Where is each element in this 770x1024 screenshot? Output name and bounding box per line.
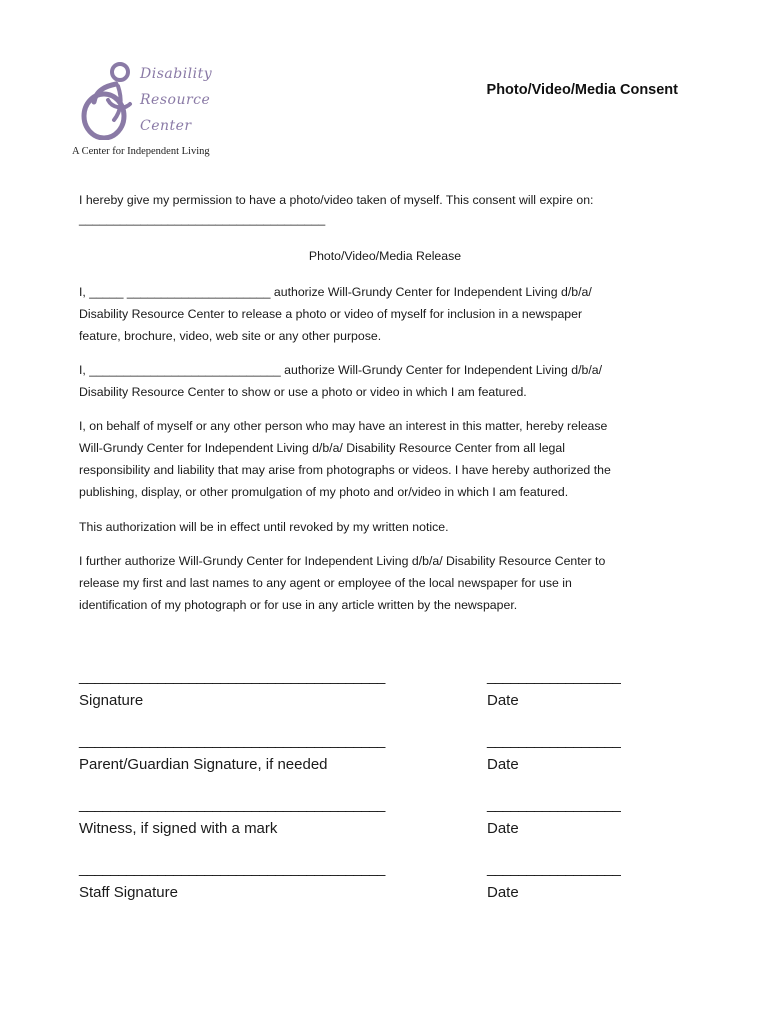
para5-line2: release my first and last names to any agent or employee of the local newspaper for use in xyxy=(79,576,572,590)
witness-date-line[interactable]: _________________ xyxy=(487,796,621,813)
staff-date-label: Date xyxy=(487,884,519,901)
release-paragraph-1 xyxy=(79,281,694,347)
para5-line3: identification of my photograph or for use in any article written by the newspaper. xyxy=(79,598,518,612)
para1-line3: feature, brochure, video, web site or any other purpose. xyxy=(79,329,382,343)
signature-label: Signature xyxy=(79,692,144,709)
release-paragraph-4: This authorization will be in effect until revoked by my written notice. xyxy=(79,520,449,534)
release-paragraph-5 xyxy=(79,550,694,616)
expire-date-field[interactable]: ____________________________________ xyxy=(79,212,326,226)
guardian-signature-line[interactable]: _______________________________________ xyxy=(79,732,385,749)
para3-line4: publishing, display, or other promulgation of my photo and or/video in which I am featured. xyxy=(79,485,569,499)
para2-line1: I, ____________________________ authorize Will-Grundy Center for Independent Living d/b/a/ xyxy=(79,363,603,377)
witness-signature-line[interactable]: _______________________________________ xyxy=(79,796,385,813)
logo-text-line2: Resource xyxy=(140,92,211,108)
para3-line1: I, on behalf of myself or any other person who may have an interest in this matter, hereby release xyxy=(79,419,608,433)
para3-line2: Will-Grundy Center for Independent Living d/b/a/ Disability Resource Center from all legal xyxy=(79,441,565,455)
staff-date-line[interactable]: _________________ xyxy=(487,860,621,877)
wheelchair-person-icon xyxy=(78,60,138,140)
para1-line2: Disability Resource Center to release a photo or video of myself for inclusion in a newspaper xyxy=(79,307,583,321)
signature-date-line[interactable]: _________________ xyxy=(487,668,621,685)
permission-statement: I hereby give my permission to have a photo/video taken of myself. This consent will expire on: xyxy=(79,193,594,207)
para2-line2: Disability Resource Center to show or use a photo or video in which I am featured. xyxy=(79,385,527,399)
para1-line1: I, _____ _____________________ authorize Will-Grundy Center for Independent Living d/b/a/ xyxy=(79,285,592,299)
signature-line[interactable]: _______________________________________ xyxy=(79,668,385,685)
para3-line3: responsibility and liability that may arise from photographs or videos. I have hereby authorized the xyxy=(79,463,611,477)
organization-logo xyxy=(70,60,230,162)
release-heading: Photo/Video/Media Release xyxy=(308,249,462,263)
logo-text-line1: Disability xyxy=(140,66,213,82)
guardian-date-label: Date xyxy=(487,756,519,773)
signature-date-label: Date xyxy=(487,692,519,709)
guardian-date-line[interactable]: _________________ xyxy=(487,732,621,749)
witness-signature-label: Witness, if signed with a mark xyxy=(79,820,278,837)
release-paragraph-2 xyxy=(79,359,694,403)
logo-text-line3: Center xyxy=(140,118,192,134)
witness-date-label: Date xyxy=(487,820,519,837)
guardian-signature-label: Parent/Guardian Signature, if needed xyxy=(79,756,328,773)
para5-line1: I further authorize Will-Grundy Center for Independent Living d/b/a/ Disability Resource Center to xyxy=(79,554,606,568)
document-title: Photo/Video/Media Consent xyxy=(486,82,678,98)
staff-signature-line[interactable]: _______________________________________ xyxy=(79,860,385,877)
staff-signature-label: Staff Signature xyxy=(79,884,178,901)
release-paragraph-3 xyxy=(79,415,694,503)
logo-tagline: A Center for Independent Living xyxy=(72,146,210,157)
